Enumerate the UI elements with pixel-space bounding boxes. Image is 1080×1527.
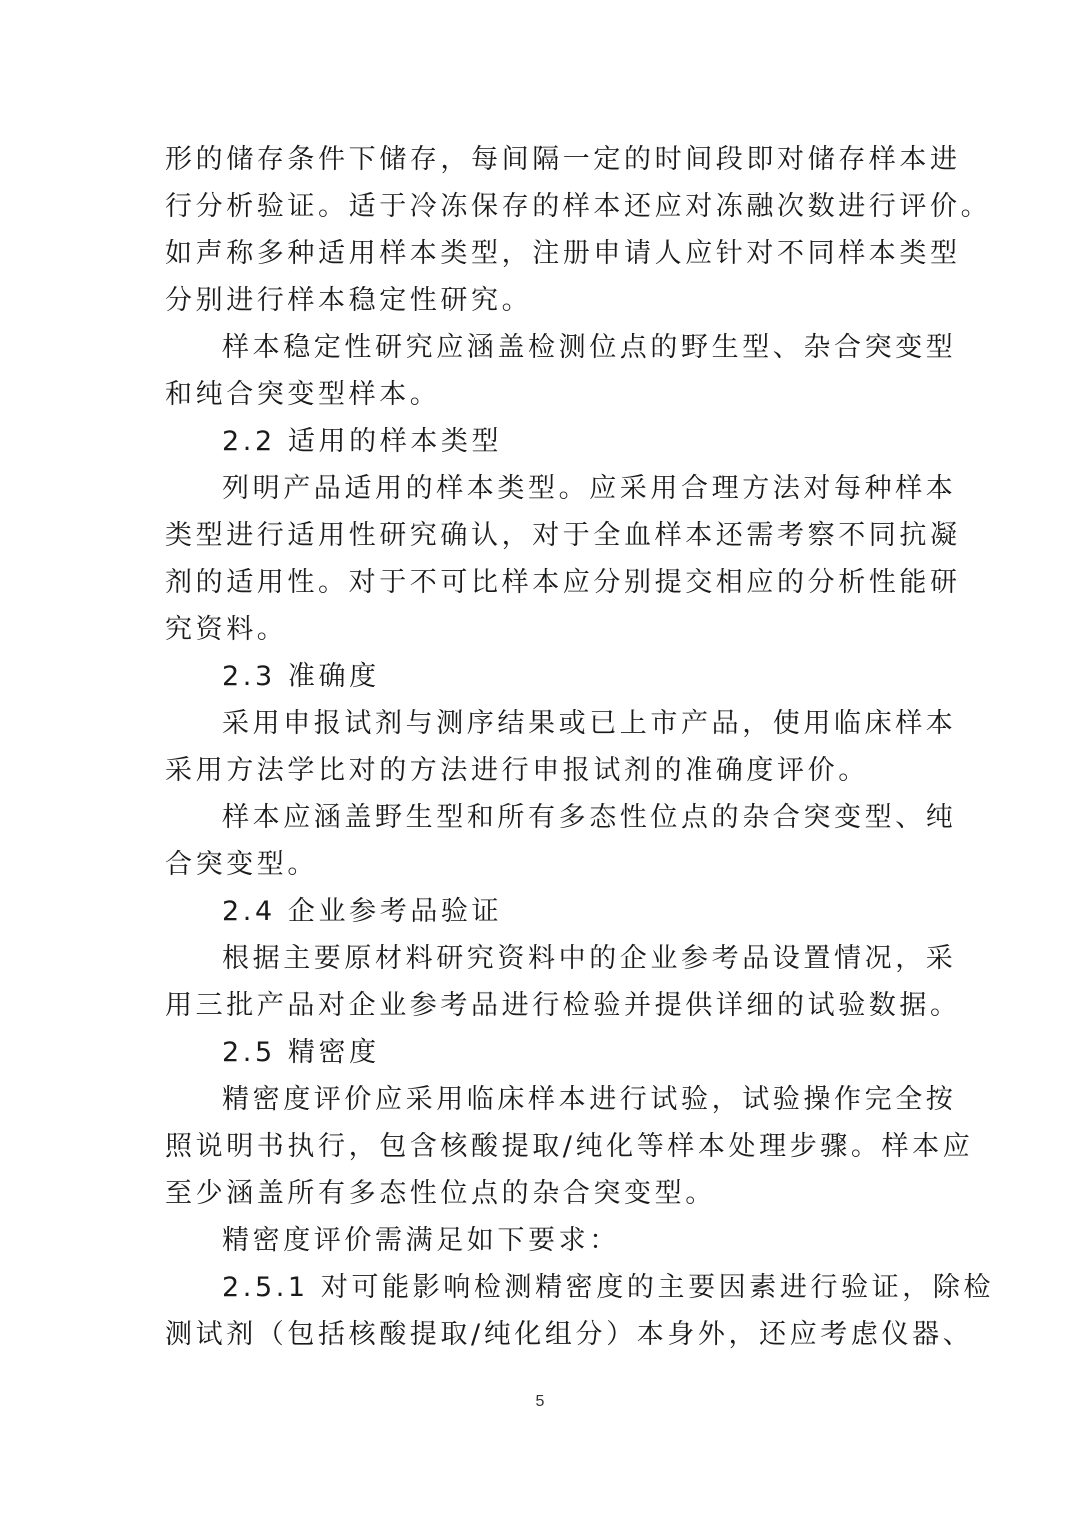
section-heading: 2.2 适用的样本类型 [222,426,503,457]
text-line: 采用申报试剂与测序结果或已上市产品，使用临床样本 [222,708,957,739]
text-line: 采用方法学比对的方法进行申报试剂的准确度评价。 [165,755,869,786]
text-line: 样本应涵盖野生型和所有多态性位点的杂合突变型、纯 [222,802,957,833]
text-line: 精密度评价需满足如下要求： [222,1225,620,1256]
section-heading: 2.3 准确度 [222,661,380,692]
section-heading: 2.5 精密度 [222,1037,380,1068]
subsection-line: 2.5.1 对可能影响检测精密度的主要因素进行验证，除检 [222,1272,995,1303]
text-line: 照说明书执行，包含核酸提取/纯化等样本处理步骤。样本应 [165,1131,974,1162]
text-line: 行分析验证。适于冷冻保存的样本还应对冻融次数进行评价。 [165,191,992,222]
text-line: 如声称多种适用样本类型，注册申请人应针对不同样本类型 [165,238,961,269]
body-text [165,136,995,1358]
text-line: 测试剂（包括核酸提取/纯化组分）本身外，还应考虑仪器、 [165,1319,974,1350]
page-number: 5 [535,1393,545,1410]
text-line: 列明产品适用的样本类型。应采用合理方法对每种样本 [222,473,957,504]
text-line: 形的储存条件下储存，每间隔一定的时间段即对储存样本进 [165,144,961,175]
text-line: 类型进行适用性研究确认，对于全血样本还需考察不同抗凝 [165,520,961,551]
text-line: 用三批产品对企业参考品进行检验并提供详细的试验数据。 [165,990,961,1021]
text-line: 样本稳定性研究应涵盖检测位点的野生型、杂合突变型 [222,332,957,363]
text-line: 分别进行样本稳定性研究。 [165,285,533,316]
text-line: 合突变型。 [165,849,318,880]
text-line: 和纯合突变型样本。 [165,379,441,410]
text-line: 究资料。 [165,614,288,645]
section-heading: 2.4 企业参考品验证 [222,896,503,927]
text-line: 剂的适用性。对于不可比样本应分别提交相应的分析性能研 [165,567,961,598]
text-line: 根据主要原材料研究资料中的企业参考品设置情况，采 [222,943,957,974]
text-line: 至少涵盖所有多态性位点的杂合突变型。 [165,1178,716,1209]
text-line: 精密度评价应采用临床样本进行试验，试验操作完全按 [222,1084,957,1115]
